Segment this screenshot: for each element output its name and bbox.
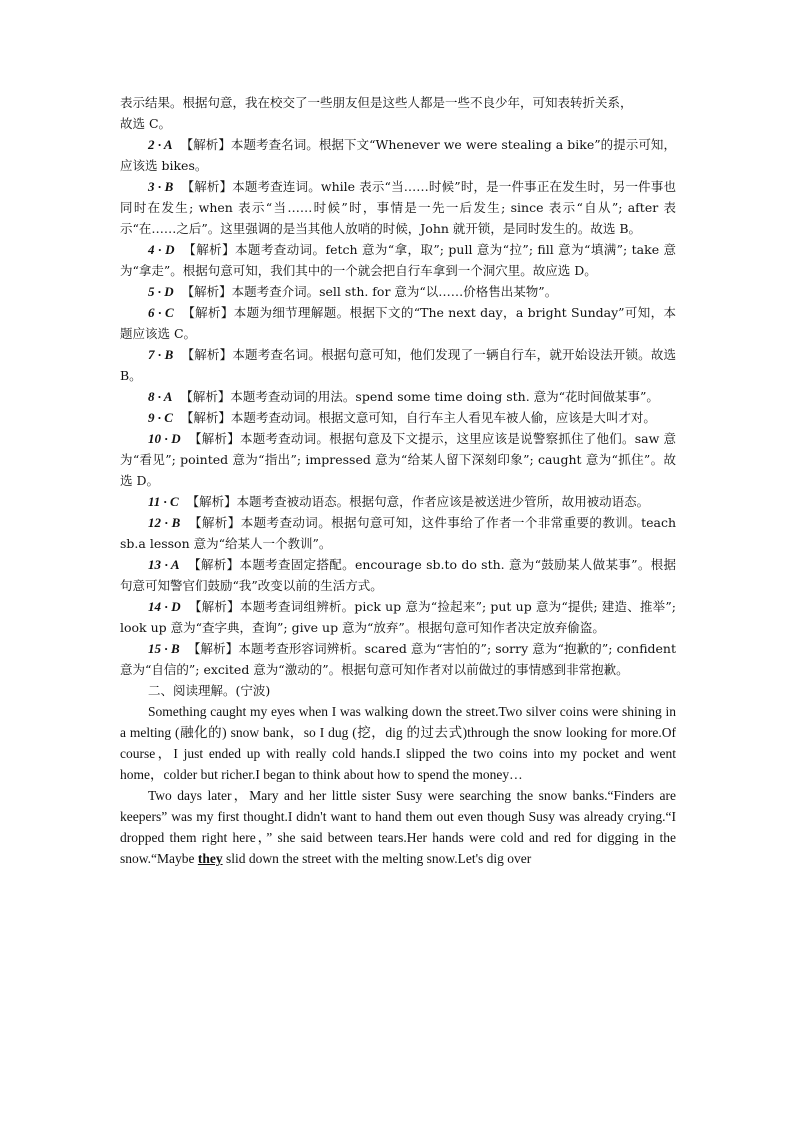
answer-list — [120, 134, 676, 680]
answer-number: 3 · B — [148, 179, 174, 194]
answer-item — [120, 638, 676, 680]
answer-item — [120, 407, 676, 428]
answer-item — [120, 302, 676, 344]
answer-number: 8 · A — [148, 389, 173, 404]
underlined-word: they — [197, 851, 223, 866]
answer-item — [120, 596, 676, 638]
answer-explanation: 【解析】本题为细节理解题。根据下文的“The next day，a bright Sunday”可知，本题应该选 C。 — [120, 305, 677, 341]
answer-explanation: 【解析】本题考查词组辨析。pick up 意为“捡起来”; put up 意为“提供; 建造、推举”; look up 意为“查字典，查询”; give up 意为“放弃”。根据句意可知作者决定放弃偷盗。 — [120, 599, 677, 635]
answer-number: 5 · D — [148, 284, 174, 299]
answer-number: 9 · C — [148, 410, 173, 425]
passage-paragraph-1: Something caught my eyes when I was walking down the street.Two silver coins were shining in a melting (融化的) snow bank，so I dug (挖，dig 的过去式)through the snow looking for more.Of course，I just ended up with really cold hands.I slipped the two coins into my pocket and went home，colder but richer.I began to think about how to spend the money… — [120, 704, 676, 782]
intro-paragraph — [120, 92, 676, 134]
answer-number: 15 · B — [148, 641, 180, 656]
answer-number: 6 · C — [148, 305, 174, 320]
document-page — [120, 92, 676, 869]
answer-item — [120, 428, 676, 491]
answer-number: 2 · A — [148, 137, 173, 152]
answer-explanation: 【解析】本题考查连词。while 表示“当……时候”时，是一件事正在发生时，另一件事也同时在发生; when 表示“当……时候”时，事情是一先一后发生; since 表示“自从”; after 表示“在……之后”。这里强调的是当其他人放哨的时候，John 就开锁，是同时发生的。故选 B。 — [120, 179, 677, 236]
answer-item — [120, 386, 676, 407]
answer-explanation: 【解析】本题考查名词。根据句意可知，他们发现了一辆自行车，就开始设法开锁。故选 B。 — [120, 347, 676, 383]
answer-item — [120, 491, 676, 512]
section-heading: 二、阅读理解。(宁波) — [148, 683, 271, 698]
answer-number: 10 · D — [148, 431, 181, 446]
answer-item — [120, 344, 676, 386]
intro-line-2: 故选 C。 — [120, 116, 172, 131]
answer-explanation: 【解析】本题考查名词。根据下文“Whenever we were stealing a bike”的提示可知，应该选 bikes。 — [120, 137, 676, 173]
answer-explanation: 【解析】本题考查形容词辨析。scared 意为“害怕的”; sorry 意为“抱歉的”; confident 意为“自信的”; excited 意为“激动的”。根据句意可知作者对以前做过的事情感到非常抱歉。 — [120, 641, 677, 677]
answer-number: 14 · D — [148, 599, 181, 614]
answer-item — [120, 134, 676, 176]
answer-explanation: 【解析】本题考查动词。fetch 意为“拿，取”; pull 意为“拉”; fill 意为“填满”; take 意为“拿走”。根据句意可知，我们其中的一个就会把自行车拿到一个洞穴里。故应选 D。 — [120, 242, 677, 278]
answer-number: 7 · B — [148, 347, 174, 362]
answer-explanation: 【解析】本题考查被动语态。根据句意，作者应该是被送进少管所，故用被动语态。 — [186, 494, 650, 509]
answer-explanation: 【解析】本题考查动词的用法。spend some time doing sth. 意为“花时间做某事”。 — [180, 389, 659, 404]
answer-item — [120, 554, 676, 596]
passage-paragraph-2 — [120, 785, 676, 869]
answer-number: 4 · D — [148, 242, 175, 257]
answer-item — [120, 281, 676, 302]
answer-number: 11 · C — [148, 494, 179, 509]
answer-explanation: 【解析】本题考查介词。sell sth. for 意为“以……价格售出某物”。 — [181, 284, 558, 299]
answer-explanation: 【解析】本题考查固定搭配。encourage sb.to do sth. 意为“鼓励某人做某事”。根据句意可知警官们鼓励“我”改变以前的生活方式。 — [120, 557, 676, 593]
reading-passage — [120, 701, 676, 869]
answer-number: 12 · B — [148, 515, 181, 530]
answer-number: 13 · A — [148, 557, 180, 572]
passage-paragraph-2-start: Two days later，Mary and her little sister Susy were searching the snow banks.“Finders are keepers” was my first thought.I didn't want to hand them out even though Susy was already crying.“I dropped them right here，” she said between tears.Her hands were cold and red for digging in the snow.“Maybe — [120, 788, 676, 866]
answer-explanation: 【解析】本题考查动词。根据句意及下文提示，这里应该是说警察抓住了他们。saw 意为“看见”; pointed 意为“指出”; impressed 意为“给某人留下深刻印象”; caught 意为“抓住”。故选 D。 — [120, 431, 676, 488]
answer-item — [120, 239, 676, 281]
passage-paragraph-2-end: slid down the street with the melting snow.Let's dig over — [222, 851, 532, 866]
answer-item — [120, 176, 676, 239]
intro-line-1: 表示结果。根据句意，我在校交了一些朋友但是这些人都是一些不良少年，可知表转折关系， — [120, 95, 633, 110]
answer-explanation: 【解析】本题考查动词。根据句意可知，这件事给了作者一个非常重要的教训。teach sb.a lesson 意为“给某人一个教训”。 — [120, 515, 677, 551]
answer-item — [120, 512, 676, 554]
answer-explanation: 【解析】本题考查动词。根据文意可知，自行车主人看见车被人偷，应该是大叫才对。 — [180, 410, 656, 425]
